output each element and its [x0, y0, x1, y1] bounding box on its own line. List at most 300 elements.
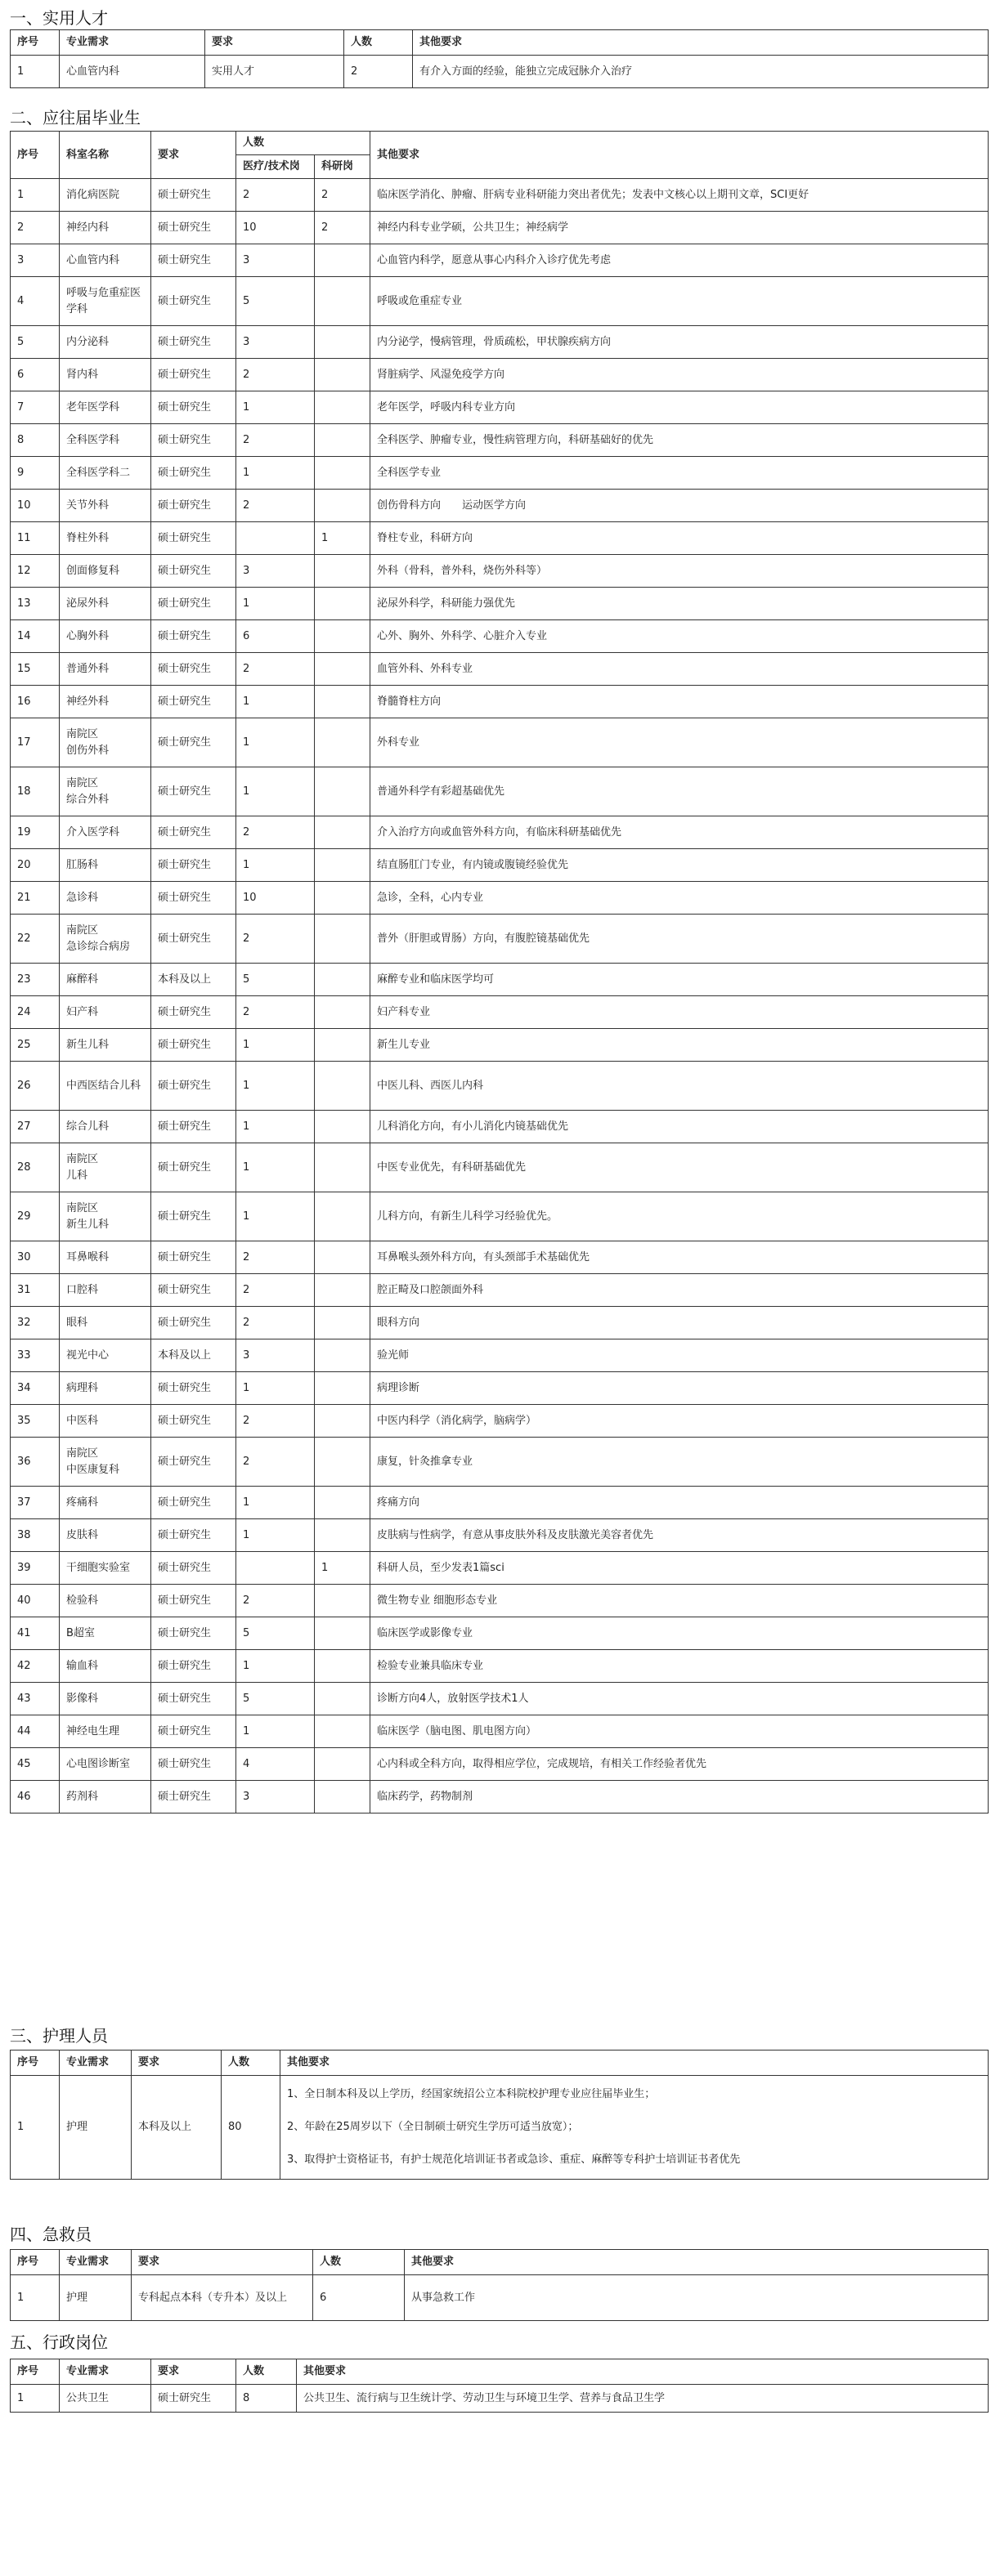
- cell-no: 17: [11, 718, 60, 767]
- cell-requirement: 硕士研究生: [151, 1650, 236, 1683]
- cell-medical-count: 1: [236, 1519, 315, 1552]
- cell-major: 护理: [60, 2076, 132, 2180]
- cell-no: 4: [11, 277, 60, 326]
- cell-other: 全科医学、肿瘤专业，慢性病管理方向，科研基础好的优先: [370, 424, 989, 457]
- cell-no: 27: [11, 1111, 60, 1143]
- cell-no: 1: [11, 179, 60, 212]
- table-row: [11, 1111, 989, 1143]
- cell-research-count: [315, 1487, 370, 1519]
- cell-no: 13: [11, 588, 60, 620]
- cell-no: 39: [11, 1552, 60, 1585]
- cell-other: 心外、胸外、外科学、心脏介入专业: [370, 620, 989, 653]
- table-row: [11, 2385, 989, 2413]
- table-row: [11, 1438, 989, 1487]
- cell-other: 内分泌学，慢病管理，骨质疏松，甲状腺疾病方向: [370, 326, 989, 359]
- cell-requirement: 实用人才: [205, 56, 344, 88]
- cell-medical-count: 1: [236, 1487, 315, 1519]
- cell-no: 3: [11, 244, 60, 277]
- cell-medical-count: 1: [236, 718, 315, 767]
- cell-no: 38: [11, 1519, 60, 1552]
- cell-medical-count: 6: [236, 620, 315, 653]
- cell-medical-count: 1: [236, 1372, 315, 1405]
- cell-medical-count: [236, 522, 315, 555]
- cell-other: 血管外科、外科专业: [370, 653, 989, 686]
- table-row: [11, 1143, 989, 1192]
- cell-requirement: 硕士研究生: [151, 522, 236, 555]
- cell-requirement: 硕士研究生: [151, 849, 236, 882]
- cell-research-count: 2: [315, 212, 370, 244]
- cell-other: 中医内科学（消化病学，脑病学）: [370, 1405, 989, 1438]
- cell-requirement: 硕士研究生: [151, 653, 236, 686]
- cell-no: 6: [11, 359, 60, 391]
- cell-dept: 药剂科: [60, 1781, 151, 1813]
- cell-requirement: 硕士研究生: [151, 1781, 236, 1813]
- cell-dept: 中医科: [60, 1405, 151, 1438]
- cell-other: 儿科消化方向，有小儿消化内镜基础优先: [370, 1111, 989, 1143]
- cell-dept: B超室: [60, 1617, 151, 1650]
- cell-medical-count: 2: [236, 1241, 315, 1274]
- cell-no: 1: [11, 2275, 60, 2321]
- header-cell: 序号: [11, 2359, 60, 2385]
- table-header-row: [11, 2359, 989, 2385]
- table-row: [11, 816, 989, 849]
- header-research: 科研岗: [315, 155, 370, 179]
- table-row: [11, 490, 989, 522]
- cell-other: 中医专业优先，有科研基础优先: [370, 1143, 989, 1192]
- header-cell: 序号: [11, 2051, 60, 2076]
- cell-no: 45: [11, 1748, 60, 1781]
- cell-no: 28: [11, 1143, 60, 1192]
- cell-other: 验光师: [370, 1339, 989, 1372]
- cell-other: 疼痛方向: [370, 1487, 989, 1519]
- cell-dept: 泌尿外科: [60, 588, 151, 620]
- cell-research-count: [315, 424, 370, 457]
- cell-requirement: 硕士研究生: [151, 1143, 236, 1192]
- cell-medical-count: 1: [236, 1029, 315, 1062]
- cell-research-count: [315, 1062, 370, 1111]
- cell-medical-count: 5: [236, 277, 315, 326]
- cell-other: 老年医学，呼吸内科专业方向: [370, 391, 989, 424]
- cell-medical-count: 2: [236, 490, 315, 522]
- cell-other: 临床药学，药物制剂: [370, 1781, 989, 1813]
- cell-other: 普通外科学有彩超基础优先: [370, 767, 989, 816]
- cell-other: 有介入方面的经验，能独立完成冠脉介入治疗: [413, 56, 989, 88]
- cell-dept: 介入医学科: [60, 816, 151, 849]
- cell-research-count: [315, 588, 370, 620]
- cell-no: 29: [11, 1192, 60, 1241]
- header-cell: 人数: [344, 30, 413, 56]
- cell-other: 皮肤病与性病学，有意从事皮肤外科及皮肤激光美容者优先: [370, 1519, 989, 1552]
- cell-requirement: 硕士研究生: [151, 1405, 236, 1438]
- table-row: [11, 1650, 989, 1683]
- cell-research-count: [315, 457, 370, 490]
- cell-requirement: 本科及以上: [132, 2076, 222, 2180]
- cell-requirement: 硕士研究生: [151, 816, 236, 849]
- cell-other: 麻醉专业和临床医学均可: [370, 964, 989, 996]
- table-row: [11, 1029, 989, 1062]
- cell-dept: 麻醉科: [60, 964, 151, 996]
- cell-medical-count: 10: [236, 882, 315, 915]
- cell-dept: 心胸外科: [60, 620, 151, 653]
- table-row: [11, 1487, 989, 1519]
- cell-no: 46: [11, 1781, 60, 1813]
- cell-other: 泌尿外科学，科研能力强优先: [370, 588, 989, 620]
- cell-requirement: 硕士研究生: [151, 1307, 236, 1339]
- cell-other: 检验专业兼具临床专业: [370, 1650, 989, 1683]
- cell-no: 8: [11, 424, 60, 457]
- cell-medical-count: 5: [236, 964, 315, 996]
- header-cell: 专业需求: [60, 30, 205, 56]
- cell-research-count: [315, 915, 370, 964]
- table-row: [11, 2275, 989, 2321]
- cell-other: 脊柱专业，科研方向: [370, 522, 989, 555]
- table-row: [11, 277, 989, 326]
- table-row: [11, 1617, 989, 1650]
- cell-requirement: 硕士研究生: [151, 620, 236, 653]
- table-row: [11, 588, 989, 620]
- cell-dept: 全科医学科: [60, 424, 151, 457]
- graduates-table-body: [11, 179, 989, 1813]
- cell-dept: 妇产科: [60, 996, 151, 1029]
- header-cell: 专业需求: [60, 2359, 151, 2385]
- cell-other: 耳鼻喉头颈外科方向，有头颈部手术基础优先: [370, 1241, 989, 1274]
- table-row: [11, 718, 989, 767]
- header-cell: 其他要求: [405, 2250, 989, 2275]
- cell-research-count: [315, 964, 370, 996]
- cell-other: 结直肠肛门专业，有内镜或腹镜经验优先: [370, 849, 989, 882]
- table-header-row: [11, 30, 989, 56]
- cell-medical-count: 1: [236, 588, 315, 620]
- cell-dept: 神经外科: [60, 686, 151, 718]
- table-header-row: [11, 2250, 989, 2275]
- cell-dept: 消化病医院: [60, 179, 151, 212]
- cell-medical-count: 2: [236, 1307, 315, 1339]
- table-row: [11, 1405, 989, 1438]
- cell-requirement: 硕士研究生: [151, 882, 236, 915]
- cell-no: 43: [11, 1683, 60, 1715]
- cell-dept: 神经内科: [60, 212, 151, 244]
- cell-count: 8: [236, 2385, 297, 2413]
- cell-medical-count: 3: [236, 326, 315, 359]
- cell-medical-count: 2: [236, 1438, 315, 1487]
- cell-research-count: [315, 1241, 370, 1274]
- table-row: [11, 620, 989, 653]
- table-row: [11, 391, 989, 424]
- cell-dept: 眼科: [60, 1307, 151, 1339]
- cell-no: 37: [11, 1487, 60, 1519]
- cell-requirement: 硕士研究生: [151, 718, 236, 767]
- cell-dept: 南院区 创伤外科: [60, 718, 151, 767]
- cell-other: 脊髓脊柱方向: [370, 686, 989, 718]
- table-row: [11, 653, 989, 686]
- cell-research-count: [315, 555, 370, 588]
- table-header-row: [11, 2051, 989, 2076]
- nursing-requirement-line: 1、全日制本科及以上学历，经国家统招公立本科院校护理专业应往届毕业生；: [287, 2088, 656, 2100]
- cell-medical-count: 2: [236, 359, 315, 391]
- cell-requirement: 硕士研究生: [151, 359, 236, 391]
- cell-no: 1: [11, 2385, 60, 2413]
- cell-medical-count: 1: [236, 1062, 315, 1111]
- cell-no: 34: [11, 1372, 60, 1405]
- cell-research-count: [315, 1438, 370, 1487]
- cell-dept: 普通外科: [60, 653, 151, 686]
- cell-dept: 肛肠科: [60, 849, 151, 882]
- cell-requirement: 硕士研究生: [151, 1552, 236, 1585]
- cell-research-count: [315, 718, 370, 767]
- table-row: [11, 1339, 989, 1372]
- cell-research-count: [315, 686, 370, 718]
- cell-requirement: 硕士研究生: [151, 1748, 236, 1781]
- cell-dept: 全科医学科二: [60, 457, 151, 490]
- cell-requirement: 硕士研究生: [151, 1519, 236, 1552]
- cell-research-count: [315, 1650, 370, 1683]
- cell-other: 外科（骨科，普外科，烧伤外科等）: [370, 555, 989, 588]
- cell-medical-count: 1: [236, 767, 315, 816]
- cell-no: 25: [11, 1029, 60, 1062]
- cell-dept: 病理科: [60, 1372, 151, 1405]
- cell-no: 44: [11, 1715, 60, 1748]
- table-row: [11, 1552, 989, 1585]
- cell-dept: 南院区 儿科: [60, 1143, 151, 1192]
- header-no: 序号: [11, 132, 60, 179]
- cell-other: 呼吸或危重症专业: [370, 277, 989, 326]
- header-requirement: 要求: [151, 132, 236, 179]
- cell-dept: 皮肤科: [60, 1519, 151, 1552]
- table-row: [11, 996, 989, 1029]
- table-row: [11, 56, 989, 88]
- cell-medical-count: 1: [236, 1143, 315, 1192]
- cell-dept: 综合儿科: [60, 1111, 151, 1143]
- table-row: [11, 1062, 989, 1111]
- cell-major: 心血管内科: [60, 56, 205, 88]
- cell-other: 眼科方向: [370, 1307, 989, 1339]
- cell-no: 19: [11, 816, 60, 849]
- table-row: [11, 882, 989, 915]
- cell-medical-count: 2: [236, 1405, 315, 1438]
- cell-other: 神经内科专业学硕，公共卫生；神经病学: [370, 212, 989, 244]
- cell-no: 11: [11, 522, 60, 555]
- cell-research-count: [315, 653, 370, 686]
- section-title-practical-talent: 一、实用人才: [10, 8, 108, 28]
- cell-requirement: 硕士研究生: [151, 996, 236, 1029]
- cell-research-count: [315, 1748, 370, 1781]
- header-count: 人数: [236, 132, 370, 155]
- cell-requirement: 硕士研究生: [151, 1274, 236, 1307]
- header-cell: 其他要求: [280, 2051, 989, 2076]
- cell-dept: 神经电生理: [60, 1715, 151, 1748]
- cell-dept: 中西医结合儿科: [60, 1062, 151, 1111]
- cell-requirement: 硕士研究生: [151, 2385, 236, 2413]
- section-title-administrative: 五、行政岗位: [10, 2332, 108, 2352]
- cell-major: 公共卫生: [60, 2385, 151, 2413]
- cell-dept: 影像科: [60, 1683, 151, 1715]
- cell-requirement: 硕士研究生: [151, 244, 236, 277]
- cell-medical-count: 10: [236, 212, 315, 244]
- cell-dept: 新生儿科: [60, 1029, 151, 1062]
- table-row: [11, 457, 989, 490]
- table-row: [11, 915, 989, 964]
- header-cell: 要求: [132, 2051, 222, 2076]
- table-row: [11, 1748, 989, 1781]
- cell-requirement: 硕士研究生: [151, 1617, 236, 1650]
- cell-medical-count: 1: [236, 686, 315, 718]
- cell-medical-count: 5: [236, 1683, 315, 1715]
- cell-dept: 创面修复科: [60, 555, 151, 588]
- cell-no: 20: [11, 849, 60, 882]
- cell-dept: 南院区 综合外科: [60, 767, 151, 816]
- section-title-nursing: 三、护理人员: [10, 2026, 108, 2046]
- cell-requirement: 硕士研究生: [151, 1372, 236, 1405]
- cell-dept: 心血管内科: [60, 244, 151, 277]
- cell-no: 26: [11, 1062, 60, 1111]
- cell-no: 24: [11, 996, 60, 1029]
- table-row: [11, 1683, 989, 1715]
- cell-dept: 肾内科: [60, 359, 151, 391]
- cell-no: 16: [11, 686, 60, 718]
- cell-research-count: [315, 1372, 370, 1405]
- cell-other: 公共卫生、流行病与卫生统计学、劳动卫生与环境卫生学、营养与食品卫生学: [297, 2385, 989, 2413]
- cell-no: 10: [11, 490, 60, 522]
- nursing-table: [10, 2050, 989, 2180]
- cell-no: 42: [11, 1650, 60, 1683]
- cell-requirement: 硕士研究生: [151, 179, 236, 212]
- cell-dept: 输血科: [60, 1650, 151, 1683]
- cell-dept: 关节外科: [60, 490, 151, 522]
- cell-medical-count: 2: [236, 653, 315, 686]
- cell-requirement: 本科及以上: [151, 1339, 236, 1372]
- cell-dept: 呼吸与危重症医学科: [60, 277, 151, 326]
- table-row: [11, 767, 989, 816]
- cell-requirement: 硕士研究生: [151, 1192, 236, 1241]
- cell-research-count: [315, 359, 370, 391]
- cell-research-count: [315, 816, 370, 849]
- cell-other: 病理诊断: [370, 1372, 989, 1405]
- cell-dept: 心电图诊断室: [60, 1748, 151, 1781]
- cell-research-count: [315, 1274, 370, 1307]
- cell-other: 介入治疗方向或血管外科方向，有临床科研基础优先: [370, 816, 989, 849]
- cell-other: 微生物专业 细胞形态专业: [370, 1585, 989, 1617]
- cell-medical-count: [236, 1552, 315, 1585]
- cell-other: 中医儿科、西医儿内科: [370, 1062, 989, 1111]
- header-cell: 人数: [313, 2250, 405, 2275]
- cell-no: 14: [11, 620, 60, 653]
- cell-research-count: [315, 391, 370, 424]
- header-cell: 要求: [132, 2250, 313, 2275]
- cell-research-count: [315, 1585, 370, 1617]
- cell-medical-count: 1: [236, 1715, 315, 1748]
- header-cell: 序号: [11, 2250, 60, 2275]
- cell-medical-count: 1: [236, 1650, 315, 1683]
- cell-other: 腔正畸及口腔颌面外科: [370, 1274, 989, 1307]
- cell-dept: 老年医学科: [60, 391, 151, 424]
- section-title-graduates: 二、应往届毕业生: [10, 108, 141, 127]
- table-row: [11, 212, 989, 244]
- cell-requirement: 硕士研究生: [151, 1062, 236, 1111]
- table-row: [11, 964, 989, 996]
- table-row: [11, 1274, 989, 1307]
- cell-research-count: [315, 620, 370, 653]
- cell-no: 21: [11, 882, 60, 915]
- cell-requirement: 硕士研究生: [151, 555, 236, 588]
- table-row: [11, 1585, 989, 1617]
- cell-count: 2: [344, 56, 413, 88]
- cell-no: 31: [11, 1274, 60, 1307]
- cell-medical-count: 1: [236, 1111, 315, 1143]
- cell-research-count: [315, 1683, 370, 1715]
- cell-dept: 脊柱外科: [60, 522, 151, 555]
- cell-research-count: 1: [315, 522, 370, 555]
- cell-medical-count: 2: [236, 1274, 315, 1307]
- header-cell: 人数: [236, 2359, 297, 2385]
- header-cell: 其他要求: [413, 30, 989, 56]
- cell-dept: 耳鼻喉科: [60, 1241, 151, 1274]
- cell-other: 肾脏病学、风湿免疫学方向: [370, 359, 989, 391]
- cell-requirement: 硕士研究生: [151, 457, 236, 490]
- header-medical: 医疗/技术岗: [236, 155, 315, 179]
- cell-medical-count: 2: [236, 816, 315, 849]
- cell-research-count: 1: [315, 1552, 370, 1585]
- cell-no: 33: [11, 1339, 60, 1372]
- header-dept: 科室名称: [60, 132, 151, 179]
- cell-dept: 检验科: [60, 1585, 151, 1617]
- cell-requirement: 硕士研究生: [151, 277, 236, 326]
- table-row: [11, 522, 989, 555]
- cell-no: 15: [11, 653, 60, 686]
- cell-other: 心内科或全科方向，取得相应学位，完成规培，有相关工作经验者优先: [370, 1748, 989, 1781]
- cell-no: 9: [11, 457, 60, 490]
- cell-requirement: 硕士研究生: [151, 1585, 236, 1617]
- cell-research-count: [315, 277, 370, 326]
- cell-research-count: [315, 490, 370, 522]
- cell-no: 1: [11, 2076, 60, 2180]
- cell-requirement: 硕士研究生: [151, 212, 236, 244]
- cell-requirement: 硕士研究生: [151, 1683, 236, 1715]
- cell-medical-count: 3: [236, 1339, 315, 1372]
- nursing-requirement-line: 2、年龄在25周岁以下（全日制硕士研究生学历可适当放宽）；: [287, 2121, 579, 2133]
- cell-requirement: 硕士研究生: [151, 767, 236, 816]
- cell-requirement: 硕士研究生: [151, 424, 236, 457]
- cell-other: 从事急救工作: [405, 2275, 989, 2321]
- cell-no: 40: [11, 1585, 60, 1617]
- table-row: [11, 326, 989, 359]
- cell-medical-count: 2: [236, 179, 315, 212]
- practical-talent-table: [10, 29, 989, 88]
- cell-research-count: [315, 1111, 370, 1143]
- cell-dept: 视光中心: [60, 1339, 151, 1372]
- cell-other: [280, 2076, 989, 2180]
- cell-requirement: 硕士研究生: [151, 1438, 236, 1487]
- table-row: [11, 1715, 989, 1748]
- cell-requirement: 硕士研究生: [151, 326, 236, 359]
- cell-major: 护理: [60, 2275, 132, 2321]
- cell-other: 新生儿专业: [370, 1029, 989, 1062]
- cell-research-count: [315, 1617, 370, 1650]
- cell-research-count: [315, 996, 370, 1029]
- cell-requirement: 硕士研究生: [151, 490, 236, 522]
- table-row: [11, 1781, 989, 1813]
- cell-requirement: 硕士研究生: [151, 1241, 236, 1274]
- table-row: [11, 179, 989, 212]
- cell-requirement: 本科及以上: [151, 964, 236, 996]
- cell-dept: 口腔科: [60, 1274, 151, 1307]
- section-title-first-aid: 四、急救员: [10, 2225, 92, 2244]
- cell-requirement: 硕士研究生: [151, 1111, 236, 1143]
- cell-requirement: 硕士研究生: [151, 1029, 236, 1062]
- cell-dept: 干细胞实验室: [60, 1552, 151, 1585]
- cell-other: 外科专业: [370, 718, 989, 767]
- cell-medical-count: 3: [236, 555, 315, 588]
- header-cell: 序号: [11, 30, 60, 56]
